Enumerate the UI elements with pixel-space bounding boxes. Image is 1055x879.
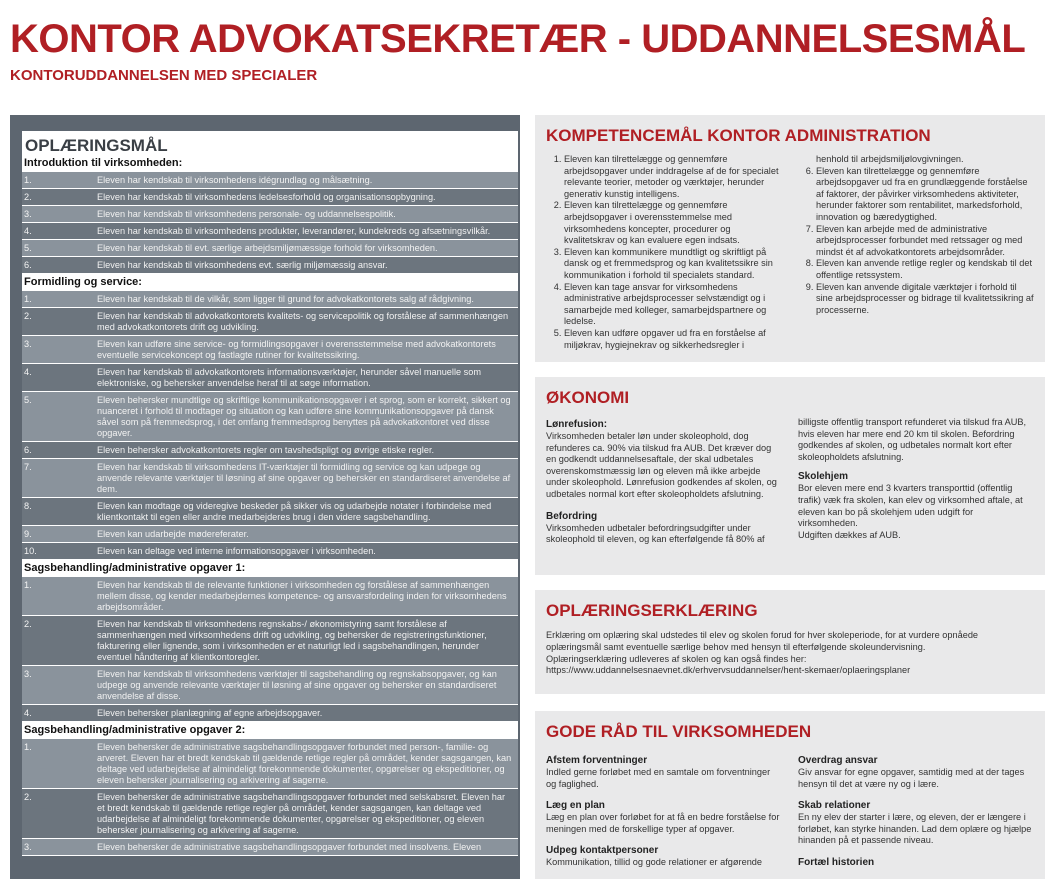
training-goal-row [22,459,518,498]
training-goal-row [22,240,518,257]
training-section-title: Sagsbehandling/administrative opgaver 2: [22,722,518,739]
dormitory-text-2: Udgiften dækkes af AUB. [798,529,901,540]
page-title: KONTOR ADVOKATSEKRETÆR - UDDANNELSESMÅL [10,17,1026,61]
competence-item: 2. Eleven kan tilrettelægge og gennemføre arbejdsopgaver i overensstemmelse med virksomhedens koncepter, procedurer og kvalitetskrav og kan evaluere egen indsats. [564,200,782,246]
wage-refund-text: Virksomheden betaler løn under skoleophold, dog refunderes ca. 90% via tilskud fra AUB. Det kræver dog en godkendt uddannelsesaftale, der skal udbetales overenskomstmæssig løn og eleven må ikke arbejde under skoleophold. Lønrefusion godkendes af skolen, og udbetales normal kort efter skoleopholdets afslutning. [546,431,777,499]
competence-panel [535,115,1045,362]
competence-item: 8. Eleven kan anvende retlige regler og kendskab til det offentlige retssystem. [816,258,1034,281]
training-goal-row [22,543,518,560]
goal-number: 2. [24,619,32,629]
goal-number: 3. [24,339,32,349]
training-goal-row [22,392,518,442]
goal-number: 1. [24,294,32,304]
transport-text-cont: billigste offentlig transport refunderet via tilskud fra AUB, hvis eleven har mere end 20 km til skolen. Befordring godkendes af skolen, og udbetales normalt kort efter skoleopholdets afslutning. [798,417,1027,462]
goal-number: 5. [24,395,32,405]
competence-item: 4. Eleven kan tage ansvar for virksomhedens administrative arbejdsprocesser selvstændigt og i samarbejde med kolleger, samarbejdspartnere og ledelse. [564,282,782,328]
goal-text: Eleven behersker planlægning af egne arbejdsopgaver. [97,708,323,718]
goal-number: 4. [24,226,32,236]
goal-number: 8. [24,501,32,511]
advice-text: Læg en plan over forløbet for at få en bedre forståelse for meningen med de forskellige typer af opgaver. [546,812,780,834]
goal-number: 2. [24,792,32,802]
economy-heading: ØKONOMI [546,388,630,407]
goal-text: Eleven har kendskab til advokatkontorets informationsværktøjer, herunder såvel manuelle som elektroniske, og behersker anvendelse heraf til at søge information. [97,367,482,388]
advice-panel [535,711,1045,879]
advice-text: Giv ansvar for egne opgaver, samtidig med at der tages hensyn til det at være ny og i lære. [798,767,1025,789]
goal-text: Eleven har kendskab til virksomhedens værktøjer til sagsbehandling og regnskabsopgaver, og kan udpege og anvende relevante værktøjer til løsning af sine opgaver og behersker en standardiseret anvendelse af disse. [97,669,497,701]
goal-text: Eleven behersker de administrative sagsbehandlingsopgaver forbundet med selskabsret. Eleven har et bredt kendskab til gældende retlige regler på området, kender sagsgangen, kan deltage ved udarbejdelse af almindeligt forekommende dokumenter, opgørelser og ekspeditioner, og eleven behersker journalisering og arkivering af sagerne. [97,792,506,835]
dormitory-title: Skolehjem [798,471,849,483]
training-goal-row [22,839,518,856]
wage-refund-title: Lønrefusion: [546,419,608,430]
training-goal-row [22,206,518,223]
training-goal-row [22,308,518,336]
goal-text: Eleven har kendskab til de relevante funktioner i virksomheden og forstålese af sammenhængen mellem disse, og kender medarbejdernes kompetence- og ansvarsfordeling inden for virksomhedens arbejdsområder. [97,580,507,612]
competence-item: 1. Eleven kan tilrettelægge og gennemføre arbejdsopgaver under inddragelse af de for specialet relevante teorier, metoder og værktøjer, herunder generativ kunstig intelligens. [564,154,782,200]
goal-text: Eleven har kendskab til virksomhedens evt. særlig miljømæssig ansvar. [97,260,388,270]
goal-text: Eleven behersker de administrative sagsbehandlingsopgaver forbundet med person-, familie- og arveret. Eleven har et bredt kendskab til gældende retlige regler på området, kender sagsgangen, kan deltage ved udarbejdelse af almindeligt forekommende dokumenter, opgørelser og ekspeditioner, og eleven behersker journalisering og arkivering af sagerne. [97,742,512,785]
declaration-link[interactable]: https://www.uddannelsesnaevnet.dk/erhvervsuddannelser/hent-skemaer/oplaeringsplaner [546,665,911,676]
training-goal-row [22,223,518,240]
goal-text: Eleven har kendskab til virksomhedens regnskabs-/ økonomistyring samt forstålese af sammenhængen med virksomhedens drift og udvikling, og behersker de registreringsfunktioner, fakturering eller lignende, som i virksomheden er et naturligt led i sagsbehandlingen, herunder eventuel håndtering af klientkontoregler. [97,619,487,662]
training-goal-row [22,577,518,616]
advice-heading: GODE RÅD TIL VIRKSOMHEDEN [546,722,812,741]
dormitory-text: Bor eleven mere end 3 kvarters transporttid (offentlig trafik) væk fra skolen, kan elev og virksomhed aftale, at eleven kan bo på skolehjem uden udgift for virksomheden. [798,483,1023,529]
advice-text: En ny elev der starter i lære, og eleven, der er længere i forløbet, kan styrke hinanden. Lad dem oplære og hjælpe hinanden på et passende niveau. [798,812,1032,846]
competence-item: 7. Eleven kan arbejde med de administrative arbejdsprocesser forbundet med retssager og med mindst ét af advokatkontorets arbejdsområder. [816,224,1034,259]
training-goal-row [22,291,518,308]
training-goal-row [22,666,518,705]
goal-text: Eleven har kendskab til advokatkontorets kvalitets- og servicepolitik og forstålese af sammenhængen med advokatkontorets drift og udvikling. [97,311,509,332]
transport-text: Virksomheden udbetaler befordringsudgifter under skoleophold til eleven, og kan efterfølgende få 80% af [546,522,765,545]
training-goal-row [22,616,518,666]
training-goals-panel [10,115,520,879]
advice-text: Kommunikation, tillid og gode relationer er afgørende [546,857,763,868]
advice-title: Afstem forventninger [546,755,648,766]
goal-text: Eleven kan deltage ved interne informationsopgaver i virksomheden. [97,546,376,556]
training-goal-row [22,336,518,364]
training-goal-row [22,172,518,189]
goal-text: Eleven har kendskab til virksomhedens idégrundlag og målsætning. [97,175,373,185]
training-goal-row [22,789,518,839]
goal-text: Eleven behersker de administrative sagsbehandlingsopgaver forbundet med insolvens. Eleven [97,842,482,852]
goal-number: 1. [24,742,32,752]
goal-number: 2. [24,192,32,202]
page-subtitle: KONTORUDDANNELSEN MED SPECIALER [10,67,318,84]
goal-text: Eleven har kendskab til virksomhedens personale- og uddannelsespolitik. [97,209,396,219]
goal-number: 3. [24,209,32,219]
goal-text: Eleven har kendskab til virksomhedens ledelsesforhold og organisationsopbygning. [97,192,436,202]
goal-text: Eleven har kendskab til evt. særlige arbejdsmiljømæssige forhold for virksomheden. [97,243,438,253]
goal-number: 6. [24,445,32,455]
competence-list-1 [546,154,782,351]
training-goal-row [22,189,518,206]
advice-title: Udpeg kontaktpersoner [546,845,659,857]
declaration-heading: OPLÆRINGSERKLÆRING [546,601,758,620]
transport-title: Befordring [546,510,598,522]
training-goal-row [22,498,518,526]
advice-title: Overdrag ansvar [798,755,878,766]
declaration-text: Erklæring om oplæring skal udstedes til elev og skolen forud for hver skoleperiode, for at vurdere opnåede oplæringsmål samt eventuelle særlige behov med hensyn til efterfølgende skoleundervisning. [546,630,979,652]
advice-text: Indled gerne forløbet med en samtale om forventninger og faglighed. [546,767,771,789]
declaration-panel [535,590,1045,694]
competence-heading: KOMPETENCEMÅL KONTOR ADMINISTRATION [546,126,931,145]
training-goal-row [22,442,518,459]
goal-number: 4. [24,367,32,377]
goal-text: Eleven behersker mundtlige og skriftlige kommunikationsopgaver i et sprog, som er korrekt, sikkert og nuanceret i forhold til modtager og situation og kan udføre sine kommunikationsopgaver på dansk såvel som på fremmedsprog, i det omfang fremmedsprog benyttes på advokatkontoret ved disse opgaver. [97,395,511,438]
training-section-title: Sagsbehandling/administrative opgaver 1: [22,560,518,577]
goal-number: 9. [24,529,32,539]
competence-item: 5. Eleven kan udføre opgaver ud fra en forståelse af miljøkrav, hygiejnekrav og sikkerhedsregler i [564,328,782,351]
training-goal-row [22,739,518,789]
competence-item: 9. Eleven kan anvende digitale værktøjer i forhold til sine arbejdsprocesser og bidrage til kvalitetssikring af processerne. [816,282,1034,317]
competence-list-2 [798,166,1034,317]
goal-number: 10. [24,546,37,556]
goal-number: 1. [24,580,32,590]
competence-item: 6. Eleven kan tilrettelægge og gennemføre arbejdsopgaver ud fra en grundlæggende forståelse af faktorer, der påvirker virksomhedens aktiviteter, herunder faktorer som rentabilitet, markedsforhold, innovation og bæredygtighed. [816,166,1034,224]
goal-number: 6. [24,260,32,270]
goal-number: 1. [24,175,32,185]
advice-title: Læg en plan [546,800,605,812]
advice-title: Skab relationer [798,800,871,812]
goal-number: 3. [24,842,32,852]
goal-text: Eleven behersker advokatkontorets regler om tavshedspligt og øvrige etiske regler. [97,445,435,455]
competence-item: 3. Eleven kan kommunikere mundtligt og skriftligt på dansk og et fremmedsprog og kan kvalitetssikre sin kommunikation i forhold til specialets standard. [564,247,782,282]
training-section-title: Introduktion til virksomheden: [22,155,518,172]
training-section-title: Formidling og service: [22,274,518,291]
training-goals-heading: OPLÆRINGSMÅL [22,131,518,155]
goal-text: Eleven har kendskab til de vilkår, som ligger til grund for advokatkontorets salg af rådgivning. [97,294,474,304]
goal-number: 5. [24,243,32,253]
goal-text: Eleven har kendskab til virksomhedens produkter, leverandører, kundekreds og afsætningsvilkår. [97,226,491,236]
declaration-text-2: Oplæringserklæring udleveres af skolen og kan også findes her: [546,653,807,664]
training-goal-row [22,705,518,722]
goal-text: Eleven kan udføre sine service- og formidlingsopgaver i overensstemmelse med advokatkontorets eventuelle servicekoncept og fastlagte rutiner for kvalitetssikring. [97,339,496,360]
training-goal-row [22,526,518,543]
goal-number: 7. [24,462,32,472]
goal-number: 2. [24,311,32,321]
training-goal-row [22,257,518,274]
competence-continuation: henhold til arbejdsmiljølovgivningen. [816,154,964,164]
goal-number: 4. [24,708,32,718]
goal-number: 3. [24,669,32,679]
economy-panel [535,377,1045,575]
goal-text: Eleven kan udarbejde mødereferater. [97,529,249,539]
training-goal-row [22,364,518,392]
goal-text: Eleven kan modtage og videregive beskeder på sikker vis og udarbejde notater i forbindelse med klientkontakt til egen eller andre medarbejderes brug i den videre sagsbehandling. [97,501,492,522]
goal-text: Eleven har kendskab til virksomhedens IT-værktøjer til formidling og service og kan udpege og anvende relevante værktøjer til løsning af sine opgaver og behersker en standardiseret anvendelse af dem. [97,462,511,494]
advice-title: Fortæl historien [798,856,875,868]
